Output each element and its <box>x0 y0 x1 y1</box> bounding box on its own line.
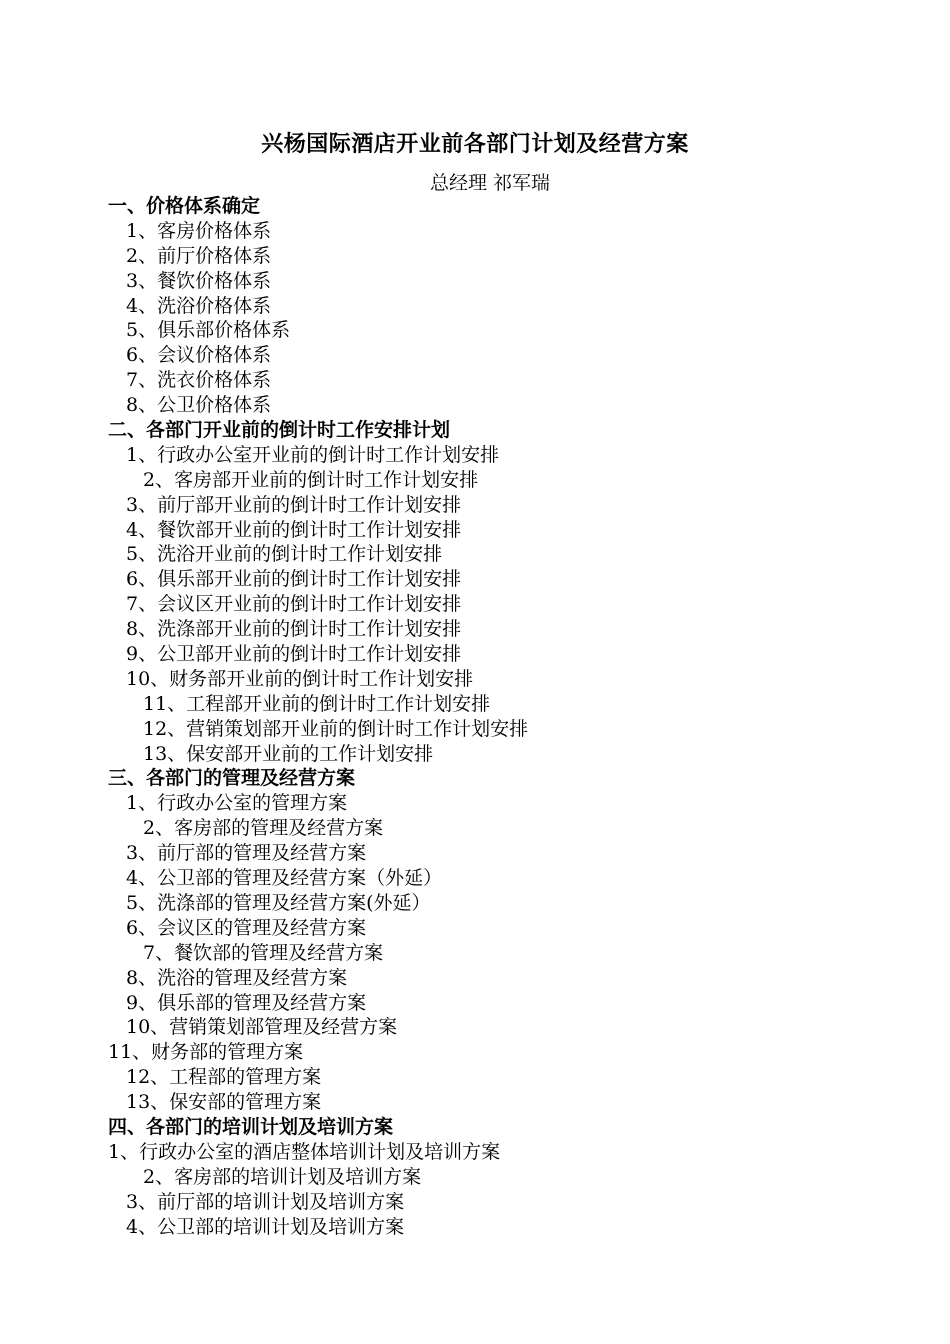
outline-item: 9、俱乐部的管理及经营方案 <box>126 991 367 1014</box>
outline-item: 5、俱乐部价格体系 <box>126 319 291 342</box>
outline-item: 13、保安部的管理方案 <box>126 1091 322 1114</box>
outline-item: 2、客房部的培训计划及培训方案 <box>143 1165 422 1188</box>
outline-item: 7、洗衣价格体系 <box>126 369 272 392</box>
outline-item: 13、保安部开业前的工作计划安排 <box>143 742 434 765</box>
outline-item: 3、前厅部的管理及经营方案 <box>126 842 367 865</box>
outline-item: 8、公卫价格体系 <box>126 394 272 417</box>
outline-item: 10、营销策划部管理及经营方案 <box>126 1016 398 1039</box>
outline-item: 2、客房部的管理及经营方案 <box>143 817 384 840</box>
outline-item: 2、客房部开业前的倒计时工作计划安排 <box>143 468 479 491</box>
outline-item: 8、洗浴的管理及经营方案 <box>126 966 348 989</box>
document-author: 总经理 祁军瑞 <box>429 172 551 194</box>
outline-item: 9、公卫部开业前的倒计时工作计划安排 <box>126 643 462 666</box>
outline-item: 4、公卫部的管理及经营方案（外延） <box>126 867 443 890</box>
outline-item: 1、行政办公室开业前的倒计时工作计划安排 <box>126 443 500 466</box>
outline-item: 4、公卫部的培训计划及培训方案 <box>126 1215 405 1238</box>
outline-item: 11、工程部开业前的倒计时工作计划安排 <box>143 692 491 715</box>
outline-item: 12、工程部的管理方案 <box>126 1066 322 1089</box>
outline-item: 2、前厅价格体系 <box>126 244 272 267</box>
document-title: 兴杨国际酒店开业前各部门计划及经营方案 <box>261 131 689 157</box>
outline-item: 3、前厅部开业前的倒计时工作计划安排 <box>126 493 462 516</box>
outline-item: 1、行政办公室的管理方案 <box>126 792 348 815</box>
outline-item: 10、财务部开业前的倒计时工作计划安排 <box>126 667 474 690</box>
outline-item: 3、前厅部的培训计划及培训方案 <box>126 1190 405 1213</box>
outline-item: 11、财务部的管理方案 <box>108 1041 304 1064</box>
outline-item: 7、餐饮部的管理及经营方案 <box>143 941 384 964</box>
outline-item: 8、洗涤部开业前的倒计时工作计划安排 <box>126 618 462 641</box>
document-outline <box>108 194 908 1239</box>
outline-item: 4、餐饮部开业前的倒计时工作计划安排 <box>126 518 462 541</box>
section-heading: 四、各部门的培训计划及培训方案 <box>108 1115 394 1138</box>
outline-item: 1、行政办公室的酒店整体培训计划及培训方案 <box>108 1140 501 1163</box>
outline-item: 5、洗涤部的管理及经营方案(外延） <box>126 891 431 914</box>
section-heading: 一、价格体系确定 <box>108 195 261 217</box>
outline-item: 1、客房价格体系 <box>126 219 272 242</box>
outline-item: 6、会议区的管理及经营方案 <box>126 916 367 939</box>
outline-item: 3、餐饮价格体系 <box>126 269 272 292</box>
section-heading: 二、各部门开业前的倒计时工作安排计划 <box>108 419 451 442</box>
outline-item: 6、俱乐部开业前的倒计时工作计划安排 <box>126 568 462 591</box>
outline-item: 12、营销策划部开业前的倒计时工作计划安排 <box>143 717 529 740</box>
outline-item: 6、会议价格体系 <box>126 344 272 367</box>
outline-item: 7、会议区开业前的倒计时工作计划安排 <box>126 593 462 616</box>
outline-item: 5、洗浴开业前的倒计时工作计划安排 <box>126 543 443 566</box>
outline-item: 4、洗浴价格体系 <box>126 294 272 317</box>
section-heading: 三、各部门的管理及经营方案 <box>108 767 356 790</box>
